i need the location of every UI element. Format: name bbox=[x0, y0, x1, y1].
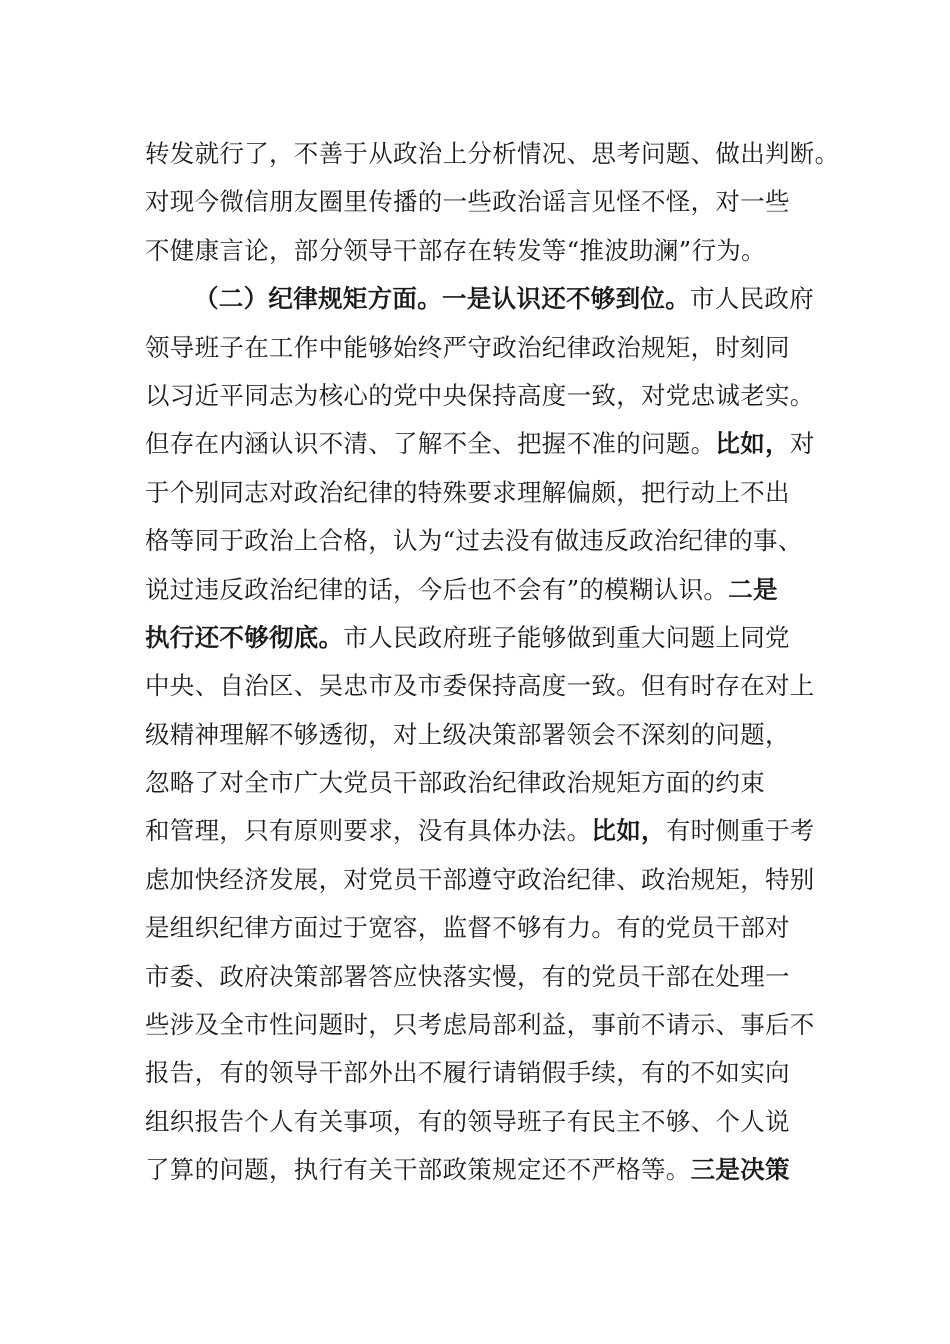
text-span: 组织报告个人有关事项，有的领导班子有民主不够、个人说 bbox=[145, 1106, 790, 1136]
text-line bbox=[145, 130, 840, 178]
bold-phrase: 三是决策 bbox=[690, 1155, 790, 1185]
text-span: 说过违反政治纪律的话，今后也不会有”的模糊认识。 bbox=[145, 574, 729, 604]
bold-phrase: 比如， bbox=[591, 816, 666, 846]
text-span: 级精神理解不够透彻，对上级决策部署领会不深刻的问题， bbox=[145, 719, 790, 749]
text-span: 不健康言论，部分领导干部存在转发等“推波助澜”行为。 bbox=[145, 235, 766, 265]
text-span: 但存在内涵认识不清、了解不全、把握不准的问题。 bbox=[145, 429, 716, 459]
text-line bbox=[145, 566, 810, 614]
text-line bbox=[145, 469, 810, 517]
text-line bbox=[145, 807, 815, 855]
text-span: 有时侧重于考 bbox=[665, 816, 815, 846]
text-span: 对现今微信朋友圈里传播的一些政治谣言见怪不怪，对一些 bbox=[145, 187, 790, 217]
document-body bbox=[145, 130, 840, 1195]
text-span: 忽略了对全市广大党员干部政治纪律政治规矩方面的约束 bbox=[145, 768, 765, 798]
text-span: 些涉及全市性问题时，只考虑局部利益，事前不请示、事后不 bbox=[145, 1010, 815, 1040]
text-line bbox=[145, 856, 815, 904]
text-line bbox=[145, 517, 810, 565]
text-line bbox=[145, 662, 815, 710]
text-line bbox=[145, 904, 810, 952]
text-span: 格等同于政治上合格，认为“过去没有做违反政治纪律的事、 bbox=[145, 526, 803, 556]
text-span: 以习近平同志为核心的党中央保持高度一致，对党忠诚老实。 bbox=[145, 380, 815, 410]
text-span: 中央、自治区、吴忠市及市委保持高度一致。但有时存在对上 bbox=[145, 671, 815, 701]
text-line bbox=[145, 953, 810, 1001]
text-span: 转发就行了，不善于从政治上分析情况、思考问题、做出判断。 bbox=[145, 139, 840, 168]
text-line bbox=[145, 227, 810, 275]
text-line bbox=[145, 324, 810, 372]
bold-phrase: 二是 bbox=[728, 574, 778, 604]
text-span: 市人民政府班子能够做到重大问题上同党 bbox=[343, 622, 790, 652]
text-line bbox=[145, 1098, 810, 1146]
text-span: 是组织纪律方面过于宽容，监督不够有力。有的党员干部对 bbox=[145, 913, 790, 943]
bold-phrase: 比如， bbox=[715, 429, 790, 459]
text-span: 市人民政府 bbox=[690, 284, 814, 314]
text-span: 报告，有的领导干部外出不履行请销假手续，有的不如实向 bbox=[145, 1058, 790, 1088]
text-line bbox=[145, 372, 815, 420]
text-span: 和管理，只有原则要求，没有具体办法。 bbox=[145, 816, 592, 846]
text-span: 领导班子在工作中能够始终严守政治纪律政治规矩，时刻同 bbox=[145, 332, 790, 362]
text-line bbox=[145, 1146, 810, 1194]
text-line bbox=[145, 759, 810, 807]
text-span: 虑加快经济发展，对党员干部遵守政治纪律、政治规矩，特别 bbox=[145, 864, 815, 894]
text-line bbox=[145, 178, 810, 226]
text-span: 对 bbox=[789, 429, 815, 459]
section-heading: （二）纪律规矩方面。一是认识还不够到位。 bbox=[194, 284, 690, 314]
text-line bbox=[145, 420, 815, 468]
text-span: 市委、政府决策部署答应快落实慢，有的党员干部在处理一 bbox=[145, 961, 790, 991]
text-span: 了算的问题，执行有关干部政策规定还不严格等。 bbox=[145, 1155, 691, 1185]
text-line bbox=[145, 1001, 815, 1049]
section-heading-line bbox=[145, 275, 814, 323]
text-line bbox=[145, 1049, 810, 1097]
text-span: 于个别同志对政治纪律的特殊要求理解偏颇，把行动上不出 bbox=[145, 477, 790, 507]
text-line bbox=[145, 614, 810, 662]
bold-phrase: 执行还不够彻底。 bbox=[145, 622, 344, 652]
text-line bbox=[145, 711, 810, 759]
